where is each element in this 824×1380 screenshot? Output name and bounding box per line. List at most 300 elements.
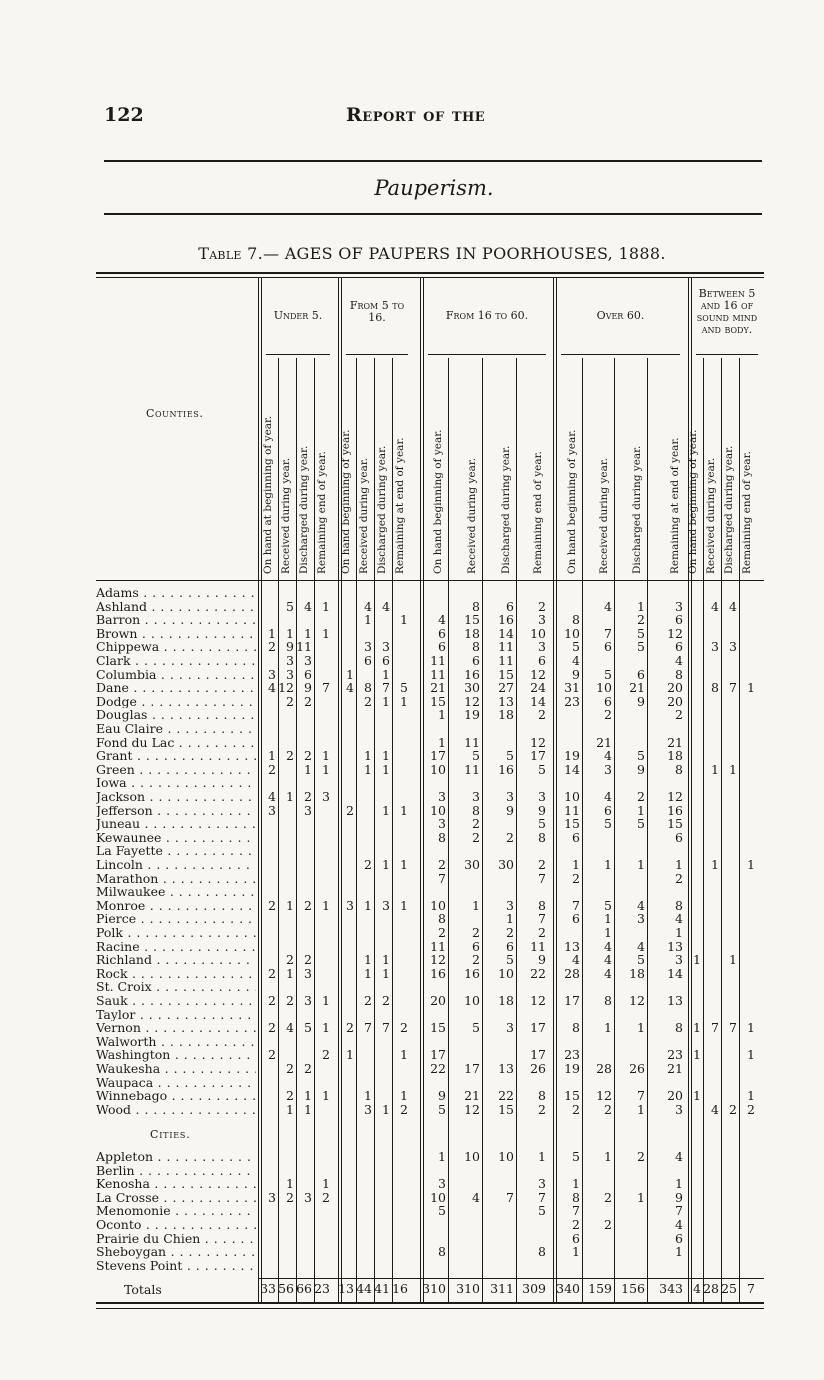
table-cell: 4	[729, 598, 737, 614]
table-cell: 23	[564, 1047, 580, 1063]
row-label: Taylor . . .	[96, 1008, 256, 1022]
table-cell: 8	[675, 761, 683, 777]
column-separator	[721, 358, 722, 1302]
table-cell: 4	[604, 748, 612, 764]
table-cell: 4	[675, 1217, 683, 1232]
row-label: Columbia . . .	[96, 668, 256, 682]
table-cell: 1	[604, 857, 612, 872]
table-cell: 13	[338, 1281, 354, 1296]
table-cell: 1	[382, 761, 390, 777]
table-cell: 4	[604, 938, 612, 954]
group-underline	[266, 354, 330, 355]
table-cell: 1	[572, 1176, 580, 1192]
table-cell: 7	[538, 1189, 546, 1205]
table-cell: 2	[400, 1020, 408, 1036]
table-cell: 156	[621, 1281, 645, 1296]
table-cell: 1	[637, 802, 645, 818]
table-cell: 15	[498, 666, 514, 682]
table-cell: 11	[296, 639, 312, 655]
table-cell: 2	[538, 925, 546, 940]
table-cell: 3	[304, 993, 312, 1008]
table-cell: 1	[400, 1047, 408, 1063]
table-cell: 1	[604, 1020, 612, 1036]
table-cell: 2	[637, 1149, 645, 1164]
table-cell: 340	[556, 1281, 580, 1296]
table-cell: 1	[382, 1101, 390, 1117]
table-cell: 6	[604, 639, 612, 655]
table-cell: 18	[667, 748, 683, 764]
table-cell: 3	[538, 1176, 546, 1192]
table-cell: 4	[382, 598, 390, 614]
table-cell: 11	[498, 653, 514, 668]
table-cell: 15	[564, 816, 580, 832]
table-cell: 2	[506, 925, 514, 940]
table-cell: 310	[422, 1281, 446, 1296]
table-cell: 3	[675, 1101, 683, 1117]
table-cell: 2	[538, 707, 546, 723]
table-cell: 12	[530, 734, 546, 750]
table-top-rule-thin	[96, 277, 764, 278]
table-cell: 7	[572, 1203, 580, 1219]
table-cell: 1	[604, 1149, 612, 1164]
header-bottom-rule	[96, 580, 764, 581]
table-cell: 3	[675, 952, 683, 968]
table-cell: 3	[304, 802, 312, 818]
row-label: Dodge . . .	[96, 695, 256, 709]
table-cell: 4	[637, 897, 645, 913]
table-cell: 1	[322, 1088, 330, 1104]
table-cell: 16	[464, 666, 480, 682]
table-cell: 5	[286, 598, 294, 614]
table-cell: 1	[675, 857, 683, 872]
table-cell: 5	[472, 1020, 480, 1036]
group-label: Between 5 and 16 of sound mind and body.	[696, 287, 758, 336]
group-underline	[696, 354, 758, 355]
table-cell: 2	[538, 857, 546, 872]
column-header: Received during year.	[466, 457, 478, 574]
row-label: Marathon . . .	[96, 872, 256, 886]
table-cell: 6	[364, 653, 372, 668]
table-cell: 6	[538, 653, 546, 668]
table-cell: 20	[430, 993, 446, 1008]
row-label: Menomonie . . .	[96, 1204, 256, 1218]
table-cell: 10	[464, 993, 480, 1008]
table-cell: 17	[464, 1061, 480, 1076]
table-cell: 1	[364, 748, 372, 764]
table-cell: 8	[438, 829, 446, 845]
column-separator	[482, 358, 483, 1302]
table-cell: 9	[304, 680, 312, 696]
table-cell: 6	[675, 1230, 683, 1246]
row-label: Kewaunee . . .	[96, 831, 256, 845]
table-cell: 3	[506, 789, 514, 804]
table-cell: 1	[382, 748, 390, 764]
table-cell: 4	[604, 965, 612, 981]
table-cell: 4	[346, 680, 354, 696]
table-cell: 1	[637, 857, 645, 872]
column-separator	[392, 358, 393, 1302]
table-cell: 1	[693, 1020, 701, 1036]
table-cell: 4	[604, 952, 612, 968]
table-cell: 1	[637, 598, 645, 614]
row-label: Barron . . .	[96, 613, 256, 627]
table-cell: 1	[382, 666, 390, 682]
table-cell: 16	[667, 802, 683, 818]
table-cell: 1	[604, 911, 612, 927]
table-cell: 1	[286, 789, 294, 804]
table-cell: 3	[286, 653, 294, 668]
table-cell: 5	[538, 761, 546, 777]
table-cell: 5	[637, 952, 645, 968]
column-header: Received during year.	[280, 457, 292, 574]
group-underline	[561, 354, 680, 355]
table-cell: 3	[268, 802, 276, 818]
table-cell: 1	[364, 612, 372, 628]
table-cell: 2	[472, 925, 480, 940]
table-cell: 2	[346, 1020, 354, 1036]
table-cell: 1	[364, 952, 372, 968]
column-header: Received during year.	[358, 457, 370, 574]
row-label: Douglas . . .	[96, 708, 256, 722]
table-cell: 1	[322, 625, 330, 641]
group-label: Under 5.	[273, 309, 323, 322]
table-cell: 3	[286, 666, 294, 682]
table-cell: 1	[382, 802, 390, 818]
table-cell: 3	[472, 789, 480, 804]
table-cell: 1	[438, 707, 446, 723]
table-cell: 1	[382, 857, 390, 872]
table-cell: 2	[268, 639, 276, 655]
column-header: Remaining end of year.	[532, 451, 544, 574]
table-cell: 19	[564, 748, 580, 764]
table-cell: 3	[538, 612, 546, 628]
column-header: Discharged during year.	[376, 445, 388, 574]
table-cell: 20	[667, 693, 683, 709]
column-header: Discharged during year.	[298, 445, 310, 574]
table-cell: 9	[506, 802, 514, 818]
table-cell: 3	[438, 816, 446, 832]
row-label: Stevens Point . . .	[96, 1259, 256, 1273]
table-cell: 66	[296, 1281, 312, 1296]
table-cell: 311	[490, 1281, 514, 1296]
table-cell: 4	[438, 612, 446, 628]
table-cell: 1	[304, 1101, 312, 1117]
table-cell: 5	[572, 639, 580, 655]
table-cell: 4	[268, 680, 276, 696]
table-cell: 17	[530, 1020, 546, 1036]
table-cell: 8	[711, 680, 719, 696]
table-cell: 159	[588, 1281, 612, 1296]
table-cell: 11	[430, 653, 446, 668]
row-label: Juneau . . .	[96, 817, 256, 831]
row-label: Jefferson . . .	[96, 804, 256, 818]
table-cell: 2	[268, 1020, 276, 1036]
table-cell: 5	[538, 816, 546, 832]
table-cell: 3	[364, 1101, 372, 1117]
table-cell: 2	[322, 1189, 330, 1205]
table-cell: 2	[364, 993, 372, 1008]
group-border-left	[338, 278, 339, 1302]
table-cell: 7	[382, 680, 390, 696]
table-cell: 2	[538, 598, 546, 614]
table-cell: 5	[438, 1203, 446, 1219]
column-header: Remaining at end of year.	[394, 437, 406, 574]
table-cell: 1	[286, 1101, 294, 1117]
table-cell: 8	[472, 639, 480, 655]
table-cell: 12	[667, 789, 683, 804]
table-cell: 3	[711, 639, 719, 655]
table-cell: 2	[268, 897, 276, 913]
table-cell: 56	[278, 1281, 294, 1296]
column-header: Remaining end of year.	[316, 451, 328, 574]
row-label: Green . . .	[96, 763, 256, 777]
table-cell: 8	[675, 1020, 683, 1036]
table-cell: 21	[667, 1061, 683, 1076]
table-cell: 24	[530, 680, 546, 696]
group-label: Over 60.	[596, 309, 645, 322]
column-header: On hand at beginning of year.	[262, 415, 274, 574]
table-cell: 9	[637, 693, 645, 709]
table-cell: 6	[304, 666, 312, 682]
table-cell: 11	[430, 938, 446, 954]
row-label: La Fayette . . .	[96, 844, 256, 858]
table-cell: 2	[286, 952, 294, 968]
table-cell: 2	[438, 925, 446, 940]
table-cell: 2	[747, 1101, 755, 1117]
table-cell: 6	[604, 802, 612, 818]
table-cell: 10	[430, 1189, 446, 1205]
table-cell: 20	[667, 680, 683, 696]
row-label: Walworth . . .	[96, 1035, 256, 1049]
table-cell: 3	[382, 897, 390, 913]
table-cell: 6	[572, 911, 580, 927]
table-cell: 7	[729, 1020, 737, 1036]
table-cell: 310	[456, 1281, 480, 1296]
table-cell: 2	[438, 857, 446, 872]
table-cell: 10	[530, 625, 546, 641]
row-label: Jackson . . .	[96, 790, 256, 804]
table-cell: 7	[572, 897, 580, 913]
table-cell: 8	[572, 1020, 580, 1036]
table-cell: 16	[464, 965, 480, 981]
table-cell: 4	[572, 952, 580, 968]
table-cell: 5	[604, 666, 612, 682]
table-cell: 6	[438, 639, 446, 655]
table-cell: 1	[322, 748, 330, 764]
table-cell: 5	[572, 1149, 580, 1164]
table-cell: 11	[464, 734, 480, 750]
table-cell: 8	[675, 897, 683, 913]
table-cell: 7	[729, 680, 737, 696]
table-cell: 7	[747, 1281, 755, 1296]
table-cell: 2	[472, 829, 480, 845]
table-cell: 19	[564, 1061, 580, 1076]
table-cell: 2	[286, 993, 294, 1008]
table-cell: 1	[286, 625, 294, 641]
table-cell: 2	[304, 748, 312, 764]
header-rule-bottom	[104, 213, 762, 215]
table-cell: 4	[711, 1101, 719, 1117]
table-cell: 23	[667, 1047, 683, 1063]
table-cell: 1	[747, 857, 755, 872]
table-cell: 21	[464, 1088, 480, 1104]
row-label: Appleton . . .	[96, 1150, 256, 1164]
table-cell: 2	[364, 693, 372, 709]
header-rule-top	[104, 160, 762, 162]
table-cell: 4	[364, 598, 372, 614]
table-cell: 28	[703, 1281, 719, 1296]
table-cell: 2	[472, 816, 480, 832]
table-cell: 5	[637, 639, 645, 655]
row-label: Berlin . . .	[96, 1164, 256, 1178]
table-cell: 3	[382, 639, 390, 655]
group-label: From 5 to 16.	[349, 299, 405, 324]
table-cell: 6	[472, 653, 480, 668]
table-cell: 2	[286, 748, 294, 764]
table-cell: 16	[498, 612, 514, 628]
table-cell: 1	[364, 897, 372, 913]
table-cell: 5	[637, 625, 645, 641]
table-cell: 5	[637, 816, 645, 832]
table-cell: 1	[675, 925, 683, 940]
table-cell: 8	[364, 680, 372, 696]
table-cell: 1	[286, 1176, 294, 1192]
table-cell: 8	[572, 612, 580, 628]
table-bottom-rule	[96, 1302, 764, 1304]
column-header: Received during year.	[598, 457, 610, 574]
table-cell: 1	[382, 965, 390, 981]
table-cell: 9	[637, 761, 645, 777]
table-cell: 11	[530, 938, 546, 954]
table-cell: 9	[572, 666, 580, 682]
column-separator	[314, 358, 315, 1302]
column-separator	[703, 358, 704, 1302]
table-cell: 1	[400, 897, 408, 913]
table-cell: 1	[604, 925, 612, 940]
table-cell: 2	[364, 857, 372, 872]
group-underline	[346, 354, 408, 355]
table-cell: 6	[675, 829, 683, 845]
table-cell: 1	[400, 612, 408, 628]
table-cell: 6	[637, 666, 645, 682]
table-cell: 1	[472, 897, 480, 913]
column-separator	[739, 358, 740, 1302]
table-cell: 2	[572, 1101, 580, 1117]
table-cell: 3	[506, 1020, 514, 1036]
table-cell: 14	[564, 761, 580, 777]
table-cell: 15	[498, 1101, 514, 1117]
column-header: Received during year.	[705, 457, 717, 574]
column-header: Discharged during year.	[631, 445, 643, 574]
table-cell: 1	[346, 666, 354, 682]
table-cell: 33	[260, 1281, 276, 1296]
table-cell: 2	[604, 1217, 612, 1232]
table-cell: 7	[364, 1020, 372, 1036]
table-top-rule	[96, 272, 764, 274]
table-cell: 6	[572, 829, 580, 845]
row-label: Waupaca . . .	[96, 1076, 256, 1090]
table-cell: 2	[506, 829, 514, 845]
table-cell: 3	[268, 1189, 276, 1205]
table-cell: 18	[498, 993, 514, 1008]
table-cell: 15	[430, 1020, 446, 1036]
running-head: Report of the	[346, 104, 486, 126]
table-cell: 5	[506, 748, 514, 764]
table-cell: 7	[538, 870, 546, 886]
table-cell: 8	[675, 666, 683, 682]
table-cell: 10	[596, 680, 612, 696]
table-cell: 8	[604, 993, 612, 1008]
table-cell: 1	[322, 761, 330, 777]
table-cell: 12	[667, 625, 683, 641]
table-cell: 2	[286, 1061, 294, 1076]
table-cell: 15	[464, 612, 480, 628]
table-cell: 2	[322, 1047, 330, 1063]
table-cell: 4	[604, 598, 612, 614]
table-label: Table 7.	[198, 244, 264, 263]
table-cell: 2	[604, 1101, 612, 1117]
column-header: On hand beginning of year.	[566, 429, 578, 574]
row-label: La Crosse . . .	[96, 1191, 256, 1205]
counties-header: Counties.	[146, 407, 204, 420]
column-separator	[647, 358, 648, 1302]
row-label: Rock . . .	[96, 967, 256, 981]
column-separator	[296, 358, 297, 1302]
column-header: On hand beginning of year.	[432, 429, 444, 574]
table-cell: 4	[675, 911, 683, 927]
table-cell: 3	[364, 639, 372, 655]
table-cell: 8	[572, 1189, 580, 1205]
table-cell: 2	[400, 1101, 408, 1117]
table-cell: 3	[506, 897, 514, 913]
table-cell: 11	[498, 639, 514, 655]
table-cell: 12	[530, 666, 546, 682]
row-label: Winnebago . . .	[96, 1089, 256, 1103]
table-cell: 1	[637, 1189, 645, 1205]
table-cell: 41	[374, 1281, 390, 1296]
table-cell: 5	[438, 1101, 446, 1117]
row-label: Waukesha . . .	[96, 1062, 256, 1076]
row-label: Washington . . .	[96, 1048, 256, 1062]
column-header: Remaining at end of year.	[669, 437, 681, 574]
row-label: Sheboygan . . .	[96, 1245, 256, 1259]
row-label: Iowa . . .	[96, 776, 256, 790]
table-cell: 3	[604, 761, 612, 777]
group-underline	[428, 354, 546, 355]
table-cell: 2	[304, 952, 312, 968]
column-header: On hand beginning of year.	[340, 429, 352, 574]
table-cell: 17	[530, 1047, 546, 1063]
table-cell: 14	[530, 693, 546, 709]
table-cell: 5	[604, 897, 612, 913]
table-cell: 4	[675, 1149, 683, 1164]
table-cell: 8	[538, 829, 546, 845]
table-title: — AGES OF PAUPERS IN POORHOUSES, 1888.	[263, 244, 666, 263]
table-cell: 2	[604, 707, 612, 723]
table-cell: 1	[400, 1088, 408, 1104]
row-label: Prairie du Chien . . .	[96, 1232, 256, 1246]
table-cell: 8	[438, 1244, 446, 1260]
table-cell: 4	[711, 598, 719, 614]
table-cell: 11	[464, 761, 480, 777]
table-cell: 18	[464, 625, 480, 641]
row-label: Lincoln . . .	[96, 858, 256, 872]
table-cell: 6	[506, 598, 514, 614]
page-number: 122	[104, 104, 144, 126]
table-cell: 2	[268, 1047, 276, 1063]
table-cell: 7	[604, 625, 612, 641]
table-cell: 2	[637, 789, 645, 804]
